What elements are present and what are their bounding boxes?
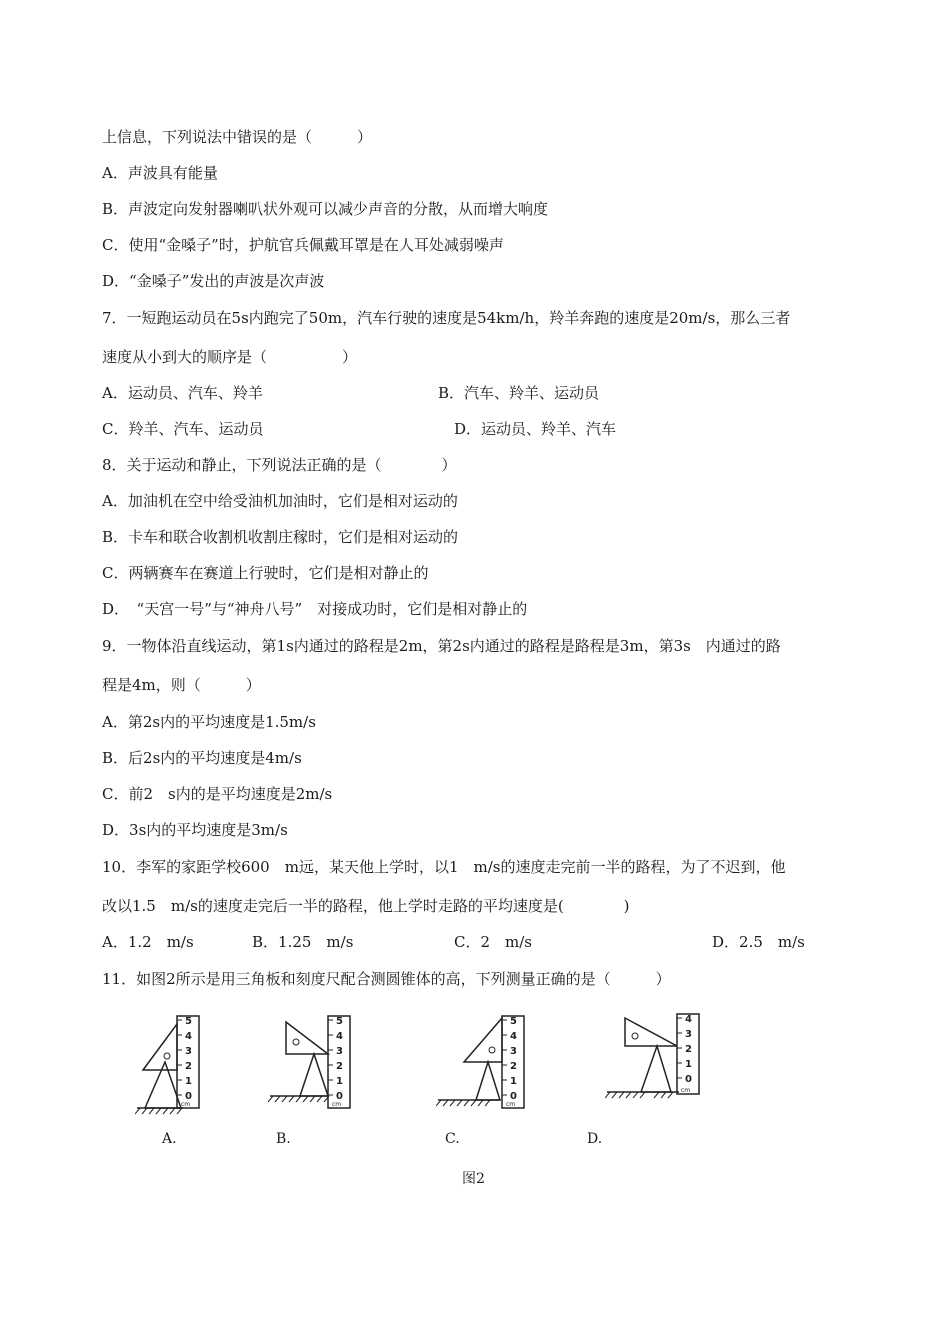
ruler-tick-label: 3 (185, 1046, 192, 1057)
text-line-q11-stem: 11．如图2所示是用三角板和刻度尺配合测圆锥体的高，下列测量正确的是（ ） (102, 970, 671, 988)
text-line-q7-stem-2: 速度从小到大的顺序是（ ） (102, 348, 358, 366)
figure-label-c: C. (445, 1131, 460, 1147)
ruler-tick-label: 1 (685, 1059, 692, 1070)
option-q10-b: B．1.25 m/s (252, 933, 354, 951)
ruler-tick-label: 2 (336, 1061, 343, 1072)
text-line-q10-stem-1: 10．李军的家距学校600 m远，某天他上学时，以1 m/s的速度走完前一半的路程，为了不迟到，他 (102, 858, 786, 876)
option-q10-d: D．2.5 m/s (712, 933, 805, 951)
ruler-tick-label: 0 (336, 1091, 343, 1102)
option-q7-c: C．羚羊、汽车、运动员 (102, 420, 264, 438)
text-line-q9-a: A．第2s内的平均速度是1.5m/s (102, 713, 316, 731)
figure-b (268, 1010, 358, 1124)
ruler-tick-label: 2 (685, 1044, 692, 1055)
text-line-q9-c: C．前2 s内的是平均速度是2m/s (102, 785, 333, 803)
ruler-tick-label: 2 (185, 1061, 192, 1072)
ruler-unit-a: cm (181, 1101, 191, 1108)
text-line-q6-stem-end: 上信息，下列说法中错误的是（ ） (102, 128, 373, 146)
text-line-q9-d: D．3s内的平均速度是3m/s (102, 821, 288, 839)
figure-c (436, 1010, 536, 1124)
ruler-tick-label: 0 (685, 1074, 692, 1085)
figure-label-d: D. (587, 1131, 603, 1147)
text-line-q8-a: A．加油机在空中给受油机加油时，它们是相对运动的 (102, 492, 458, 510)
option-q10-c: C．2 m/s (454, 933, 532, 951)
text-line-q8-b: B．卡车和联合收割机收割庄稼时，它们是相对运动的 (102, 528, 459, 546)
ruler-unit-d: cm (681, 1087, 691, 1094)
ruler-tick-label: 5 (336, 1016, 343, 1027)
ruler-unit-c: cm (506, 1101, 516, 1108)
figure-c-diagram (436, 1010, 536, 1120)
ruler-tick-label: 0 (185, 1091, 192, 1102)
text-line-q6-b: B．声波定向发射器喇叭状外观可以减少声音的分散，从而增大响度 (102, 200, 549, 218)
text-line-q9-stem-1: 9．一物体沿直线运动，第1s内通过的路程是2m，第2s内通过的路程是路程是3m，第3s 内通过的路 (102, 637, 781, 655)
ruler-tick-label: 0 (510, 1091, 517, 1102)
text-line-q9-b: B．后2s内的平均速度是4m/s (102, 749, 302, 767)
figure-label-b: B. (276, 1131, 291, 1147)
option-q7-b: B．汽车、羚羊、运动员 (438, 384, 600, 402)
text-line-q6-a: A．声波具有能量 (102, 164, 218, 182)
ruler-unit-b: cm (332, 1101, 342, 1108)
ruler-tick-label: 3 (336, 1046, 343, 1057)
text-line-q8-d: D． “天宫一号”与“神舟八号” 对接成功时，它们是相对静止的 (102, 600, 528, 618)
ruler-tick-label: 1 (510, 1076, 517, 1087)
ruler-tick-label: 3 (510, 1046, 517, 1057)
ruler-tick-label: 4 (185, 1031, 192, 1042)
ruler-tick-label: 3 (685, 1029, 692, 1040)
figure-a-diagram (135, 1010, 215, 1120)
ruler-tick-label: 2 (510, 1061, 517, 1072)
option-q7-d: D．运动员、羚羊、汽车 (454, 420, 617, 438)
figure-d-diagram (605, 1010, 705, 1120)
text-line-q8-c: C．两辆赛车在赛道上行驶时，它们是相对静止的 (102, 564, 429, 582)
figure-b-diagram (268, 1010, 358, 1120)
ruler-tick-label: 4 (336, 1031, 343, 1042)
ruler-tick-label: 4 (685, 1014, 692, 1025)
ruler-tick-label: 5 (510, 1016, 517, 1027)
text-line-q6-d: D．“金嗓子”发出的声波是次声波 (102, 272, 325, 290)
figure-d (605, 1010, 705, 1124)
text-line-q9-stem-2: 程是4m，则（ ） (102, 676, 261, 694)
figure-caption: 图2 (462, 1171, 485, 1187)
text-line-q10-stem-2: 改以1.5 m/s的速度走完后一半的路程，他上学时走路的平均速度是( ) (102, 897, 630, 915)
text-line-q7-stem-1: 7．一短跑运动员在5s内跑完了50m，汽车行驶的速度是54km/h，羚羊奔跑的速度是20m/s，那么三者 (102, 309, 791, 327)
text-line-q8-stem: 8．关于运动和静止，下列说法正确的是（ ） (102, 456, 457, 474)
figure-a (135, 1010, 215, 1124)
ruler-tick-label: 4 (510, 1031, 517, 1042)
ruler-tick-label: 1 (336, 1076, 343, 1087)
text-line-q6-c: C．使用“金嗓子”时，护航官兵佩戴耳罩是在人耳处减弱噪声 (102, 236, 504, 254)
option-q7-a: A．运动员、汽车、羚羊 (102, 384, 263, 402)
option-q10-a: A．1.2 m/s (102, 933, 194, 951)
ruler-tick-label: 5 (185, 1016, 192, 1027)
figure-label-a: A. (162, 1131, 177, 1147)
ruler-tick-label: 1 (185, 1076, 192, 1087)
